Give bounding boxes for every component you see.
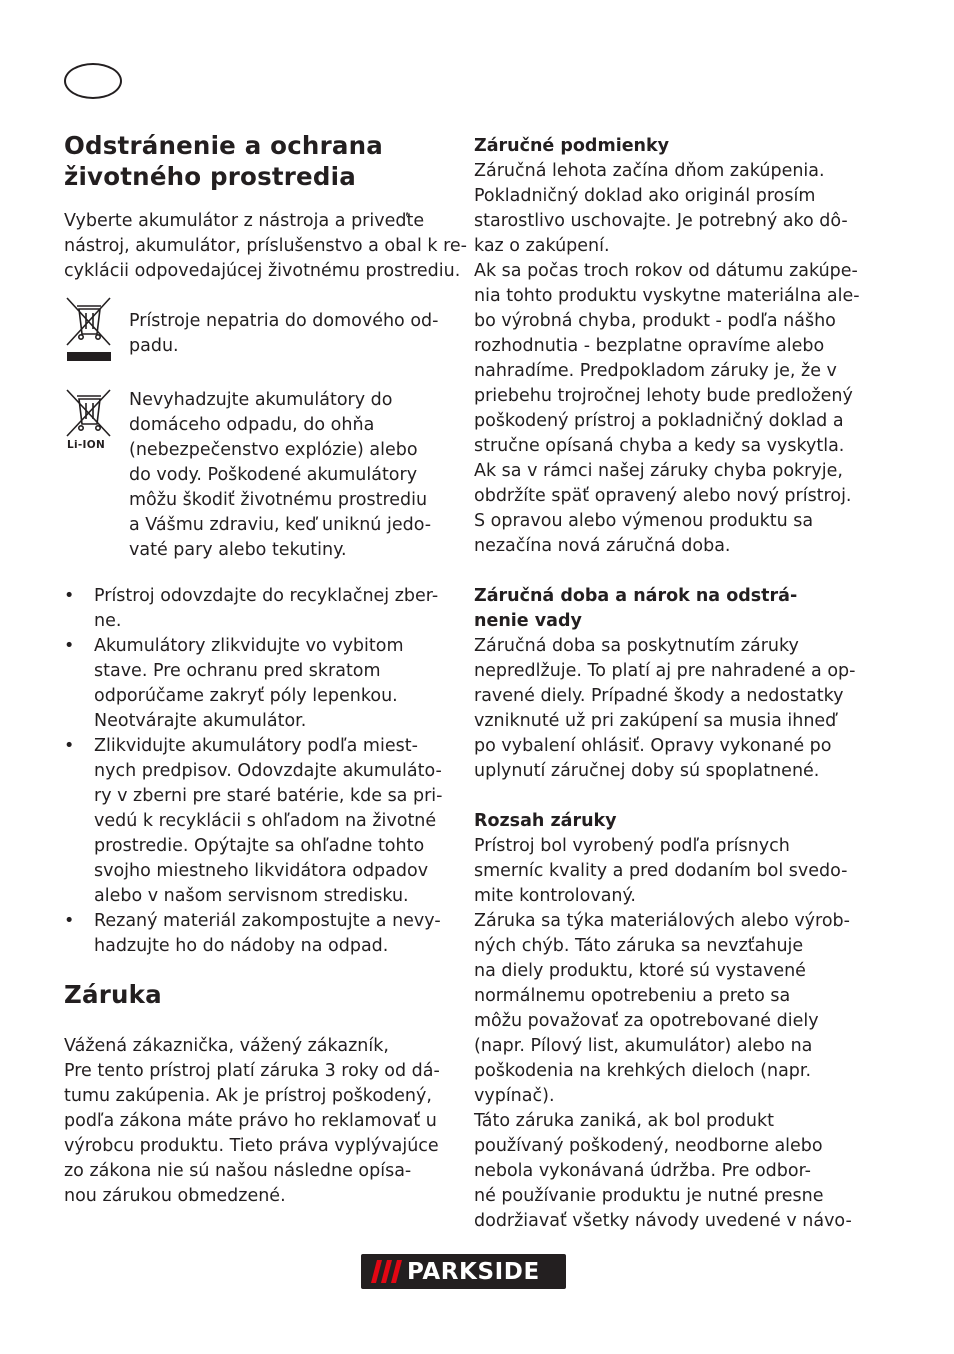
text-line: na diely produktu, ktoré sú vystavené [474, 961, 806, 981]
text-line: kaz o zakúpení. [474, 236, 610, 256]
text-line: (nebezpečenstvo explózie) alebo [129, 440, 418, 460]
text-line: vaté pary alebo tekutiny. [129, 540, 347, 560]
text-line: Ak sa počas troch rokov od dátumu zakúpe- [474, 261, 858, 281]
text-line: cyklácii odpovedajúcej životnému prostrediu. [64, 261, 461, 281]
text-line: rozhodnutia - bezplatne opravíme alebo [474, 336, 825, 356]
heading-line: Záručné podmienky [474, 136, 670, 156]
crossed-out-wheelie-bin-icon [64, 296, 114, 372]
text-line: prostredie. Opýtajte sa ohľadne tohto [94, 836, 425, 856]
crossed-out-battery-bin-icon [64, 388, 114, 451]
battery-disposal-text [129, 388, 431, 563]
section-heading-warranty [64, 979, 162, 1010]
logo-stripes-icon [371, 1260, 405, 1283]
text-line: alebo v našom servisnom stredisku. [94, 886, 409, 906]
text-line: bo výrobná chyba, produkt - podľa nášho [474, 311, 836, 331]
text-line: Akumulátory zlikvidujte vo vybitom [94, 636, 404, 656]
text-line: podľa zákona máte právo ho reklamovať u [64, 1111, 437, 1131]
text-line: dodržiavať všetky návody uvedené v návo- [474, 1211, 852, 1231]
text-line: a Vášmu zdraviu, keď uniknú jedo- [129, 515, 432, 535]
bullet-icon: • [64, 636, 75, 656]
text-line: Vážená zákaznička, vážený zákazník, [64, 1036, 389, 1056]
text-line: hadzujte ho do nádoby na odpad. [94, 936, 389, 956]
subheading-warranty-conditions [474, 134, 669, 159]
text-line: vypínač). [474, 1086, 555, 1106]
text-line: svojho miestneho likvidátora odpadov [94, 861, 429, 881]
heading-line: Záručná doba a nárok na odstrá- [474, 586, 798, 606]
text-line: tumu zakúpenia. Ak je prístroj poškodený, [64, 1086, 432, 1106]
text-line: používaný poškodený, neodborne alebo [474, 1136, 823, 1156]
subheading-warranty-scope [474, 809, 617, 834]
text-line: obdržíte späť opravený alebo nový prístroj. [474, 486, 852, 506]
text-line: Neotvárajte akumulátor. [94, 711, 307, 731]
text-line: Pre tento prístroj platí záruka 3 roky od dá- [64, 1061, 440, 1081]
text-line: poškodený prístroj a pokladničný doklad a [474, 411, 844, 431]
text-line: Ak sa v rámci našej záruky chyba pokryje, [474, 461, 843, 481]
text-line: ných chýb. Táto záruka sa nevzťahuje [474, 936, 804, 956]
parkside-logo [361, 1254, 566, 1289]
text-line: vzniknuté už pri zakúpení sa musia ihneď [474, 711, 837, 731]
text-line: nou zárukou obmedzené. [64, 1186, 286, 1206]
text-line: padu. [129, 336, 179, 356]
heading-line: nenie vady [474, 611, 582, 631]
bullet-icon: • [64, 911, 75, 931]
heading-line: Rozsah záruky [474, 811, 617, 831]
text-line: stručne opísaná chyba a kedy sa vyskytla. [474, 436, 845, 456]
text-line: nych predpisov. Odovzdajte akumuláto- [94, 761, 442, 781]
warranty-period-text [474, 634, 855, 784]
text-line: výrobcu produktu. Tieto práva vyplývajúce [64, 1136, 439, 1156]
text-line: po vybalení ohlásiť. Opravy vykonané po [474, 736, 832, 756]
text-line: Pokladničný doklad ako originál prosím [474, 186, 816, 206]
text-line: Vyberte akumulátor z nástroja a priveďte [64, 211, 425, 231]
text-line: ne. [94, 611, 122, 631]
text-line: Prístroj bol vyrobený podľa prísnych [474, 836, 790, 856]
text-line: nepredlžuje. To platí aj pre nahradené a op- [474, 661, 856, 681]
text-line: Prístroj odovzdajte do recyklačnej zber- [94, 586, 439, 606]
text-line: Nevyhadzujte akumulátory do [129, 390, 393, 410]
text-line: Táto záruka zaniká, ak bol produkt [474, 1111, 774, 1131]
heading-line: Odstránenie a ochrana [64, 131, 383, 160]
bullet-icon: • [64, 586, 75, 606]
text-line: vedú k recyklácii s ohľadom na životné [94, 811, 437, 831]
logo-text: PARKSIDE [407, 1259, 540, 1285]
text-line: nebola vykonávaná údržba. Pre odbor- [474, 1161, 811, 1181]
text-line: starostlivo uschovajte. Je potrebný ako dô- [474, 211, 848, 231]
text-line: domáceho odpadu, do ohňa [129, 415, 375, 435]
text-line: (napr. Pílový list, akumulátor) alebo na [474, 1036, 813, 1056]
heading-line: Záruka [64, 980, 162, 1009]
text-line: Záručná doba sa poskytnutím záruky [474, 636, 799, 656]
text-line: ravené diely. Prípadné škody a nedostatky [474, 686, 844, 706]
disposal-intro [64, 209, 467, 284]
bullet-icon: • [64, 736, 75, 756]
text-line: Rezaný materiál zakompostujte a nevy- [94, 911, 441, 931]
heading-line: životného prostredia [64, 162, 356, 191]
text-line: poškodenia na krehkých dieloch (napr. [474, 1061, 812, 1081]
language-badge [64, 63, 122, 99]
text-line: do vody. Poškodené akumulátory [129, 465, 418, 485]
text-line: nia tohto produktu vyskytne materiálna ale- [474, 286, 860, 306]
subheading-warranty-period [474, 584, 797, 634]
warranty-scope-text [474, 834, 852, 1234]
text-line: nástroj, akumulátor, príslušenstvo a obal k re- [64, 236, 467, 256]
text-line: nezačína nová záručná doba. [474, 536, 731, 556]
text-line: môžu škodiť životnému prostrediu [129, 490, 428, 510]
waste-bin-text [129, 309, 438, 359]
text-line: môžu považovať za opotrebované diely [474, 1011, 819, 1031]
li-ion-label: Li-ION [67, 439, 106, 451]
text-line: Zlikvidujte akumulátory podľa miest- [94, 736, 418, 756]
warranty-intro [64, 1034, 440, 1209]
text-line: mite kontrolovaný. [474, 886, 636, 906]
warranty-conditions-text [474, 159, 860, 559]
text-line: smerníc kvality a pred dodaním bol svedo- [474, 861, 848, 881]
text-line: priebehu trojročnej lehoty bude predložený [474, 386, 853, 406]
text-line: Prístroje nepatria do domového od- [129, 311, 439, 331]
text-line: odporúčame zakryť póly lepenkou. [94, 686, 398, 706]
text-line: ry v zberni pre staré batérie, kde sa pri- [94, 786, 443, 806]
text-line: Záručná lehota začína dňom zakúpenia. [474, 161, 825, 181]
text-line: zo zákona nie sú našou následne opísa- [64, 1161, 412, 1181]
text-line: normálnemu opotrebeniu a preto sa [474, 986, 791, 1006]
text-line: Záruka sa týka materiálových alebo výrob- [474, 911, 850, 931]
text-line: uplynutí záručnej doby sú spoplatnené. [474, 761, 820, 781]
text-line: stave. Pre ochranu pred skratom [94, 661, 381, 681]
section-heading-disposal [64, 130, 383, 192]
text-line: nahradíme. Predpokladom záruky je, že v [474, 361, 837, 381]
text-line: S opravou alebo výmenou produktu sa [474, 511, 814, 531]
text-line: né používanie produktu je nutné presne [474, 1186, 824, 1206]
